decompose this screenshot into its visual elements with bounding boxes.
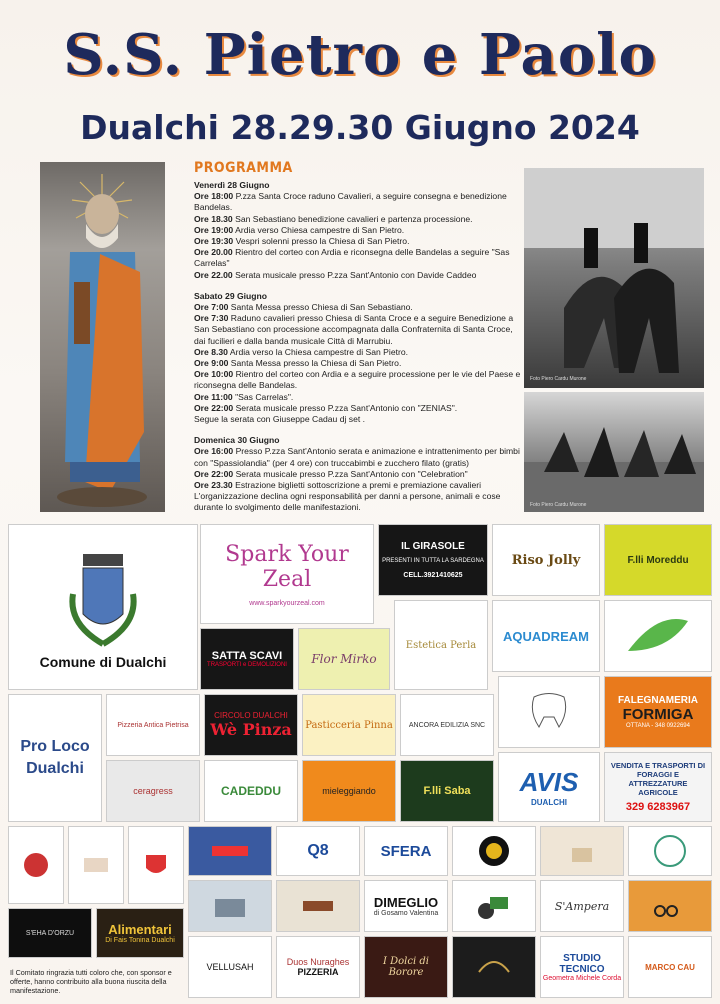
sponsor-logo	[540, 826, 624, 876]
sponsor-riso	[492, 524, 600, 596]
sponsor-marco	[628, 936, 712, 998]
sponsor-alimentari	[96, 908, 184, 958]
sponsor-text: CIRCOLO DUALCHI	[214, 711, 288, 720]
sponsor-label: F.lli Moreddu	[627, 554, 689, 566]
item-text: "Sas Carrelas".	[235, 391, 294, 402]
restaurant-icon	[298, 891, 338, 921]
sponsor-label: IL GIRASOLE	[401, 541, 465, 552]
item-time: Ore 19:30	[194, 236, 234, 247]
sponsor-label: Q8	[307, 842, 329, 859]
scissors-icon	[650, 891, 690, 921]
program-item	[194, 414, 524, 425]
face-logo-icon	[21, 850, 51, 880]
sponsor-ancora	[400, 694, 494, 756]
item-text: Raduno cavalieri presso Chiesa di Santa Croce e a seguire Benedizione a San Sebastiano con processione accompagnata dalla Confraternita di Santa Croce, dai fucilieri e dalla banda musicale Città di Marrubiu.	[194, 313, 514, 346]
item-text: P.zza Santa Croce raduno Cavalieri, a seguire consegna e benedizione Bandelas.	[194, 191, 507, 213]
sponsor-phone: CELL.3921410625	[403, 572, 463, 579]
item-time: Ore 19:00	[194, 224, 234, 235]
item-text: Presso P.zza Sant'Antonio serata e animazione e intrattenimento per bimbi con "Spassiolandia" (per 4 ore) con truccabimbi e zucchero filato (gratis)	[194, 446, 520, 468]
sponsor-logo	[452, 936, 536, 998]
item-text: Vespri solenni presso la Chiesa di San Pietro.	[235, 236, 410, 247]
item-text: Rientro del corteo con Ardia e a seguire processione per le vie del Paese e riconsegna delle Bandelas.	[194, 369, 521, 391]
program-item	[194, 403, 524, 414]
item-text: Segue la serata con Giuseppe Cadau dj set .	[194, 414, 366, 425]
sponsor-label: STUDIO TECNICO	[559, 952, 605, 975]
horse-race-photo	[524, 392, 704, 512]
item-text: L'organizzazione declina ogni responsabilità per danni a persone, animali e cose durante lo svolgimento delle manifestazioni.	[194, 491, 501, 513]
saint-statue-image	[40, 162, 165, 512]
sponsor-phone: 329 6283967	[625, 801, 691, 813]
sponsor-sfera	[364, 826, 448, 876]
sponsor-label: S'Ampera	[554, 899, 610, 913]
coat-of-arms-icon	[58, 544, 148, 654]
sponsor-text: DUALCHI	[531, 798, 567, 807]
item-text: Ardia verso la Chiesa campestre di San Pietro.	[229, 346, 409, 357]
sponsor-label: VENDITA E TRASPORTI DI FORAGGI E ATTREZZATURE AGRICOLE	[610, 761, 706, 797]
item-text: Santa Messa presso Chiesa di San Sebastiano.	[230, 302, 413, 313]
item-time: Ore 22.00	[194, 269, 233, 280]
sponsor-saba	[400, 760, 494, 822]
item-time: Ore 18:00	[194, 191, 234, 202]
day-label: Domenica 30 Giugno	[194, 435, 280, 446]
sponsor-logo	[188, 880, 272, 932]
program-item	[194, 313, 524, 347]
sponsor-vellusah	[188, 936, 272, 998]
sponsor-label: Spark Your Zeal	[225, 541, 349, 592]
sponsor-label: Alimentari	[108, 922, 172, 937]
sponsor-ehadorzu	[8, 908, 92, 958]
sponsor-label: FORMIGA	[622, 706, 694, 723]
poster-subtitle: Dualchi 28.29.30 Giugno 2024	[80, 108, 640, 147]
item-time: Ore 22:00	[194, 468, 234, 479]
sponsor-label: AVIS	[519, 767, 579, 797]
item-text: Estrazione biglietti sottoscrizione a premi e premiazione cavalieri	[235, 480, 482, 491]
item-text: Ardia verso Chiesa campestre di San Pietro.	[235, 224, 405, 235]
sponsor-comune	[8, 524, 198, 690]
sponsor-sampera	[540, 880, 624, 932]
program-item	[194, 214, 524, 225]
sponsor-logo	[276, 880, 360, 932]
program-item	[194, 446, 524, 468]
program-item	[194, 358, 524, 369]
item-time: Ore 23.30	[194, 480, 233, 491]
sponsor-text: FALEGNAMERIA	[618, 695, 698, 706]
shield-logo-icon	[141, 850, 171, 880]
round-logo-icon	[477, 834, 511, 868]
item-time: Ore 7:00	[194, 302, 229, 313]
day-label: Venerdì 28 Giugno	[194, 180, 270, 190]
program-list	[194, 180, 524, 514]
thanks-note: Il Comitato ringrazia tutti coloro che, con sponsor e offerte, hanno contribuito alla buona riuscita della manifestazione.	[10, 968, 172, 995]
sponsor-wepinza	[204, 694, 298, 756]
sponsor-label: Flor Mirko	[311, 652, 377, 666]
sponsor-logo	[452, 880, 536, 932]
item-time: Ore 9:00	[194, 358, 229, 369]
sponsor-formiga	[604, 676, 712, 748]
sponsor-logo	[628, 826, 712, 876]
sponsor-girasole	[378, 524, 488, 596]
photo-caption: Foto Piero Cardu Murone	[530, 502, 587, 508]
program-item	[194, 247, 524, 269]
sponsor-label: SATTA SCAVI	[211, 650, 283, 662]
tooth-icon	[524, 692, 574, 732]
sponsor-label: Pro Loco Dualchi	[20, 738, 90, 777]
item-time: Ore 20.00	[194, 247, 233, 258]
program-item	[194, 191, 524, 213]
sponsor-duonuraghes	[276, 936, 360, 998]
sponsor-label: MARCO CAU	[645, 962, 695, 972]
program-item	[194, 392, 524, 403]
sponsor-autotrasporti	[604, 752, 712, 822]
sponsor-cadeddu	[204, 760, 298, 822]
item-time: Ore 11:00	[194, 391, 233, 402]
sponsor-grid	[8, 524, 712, 1000]
day-label: Sabato 29 Giugno	[194, 290, 268, 301]
sponsor-label: Wè Pinza	[210, 720, 292, 739]
sponsor-logo	[604, 600, 712, 672]
sponsor-text: Geometra Michele Corda	[542, 974, 622, 982]
sponsor-label: Duos Nuraghes	[286, 957, 350, 967]
poster-title: S.S. Pietro e Paolo	[63, 22, 657, 88]
building-icon	[210, 891, 250, 921]
script-logo-icon	[474, 952, 514, 982]
brand-logo-icon	[210, 841, 250, 861]
program-item	[194, 480, 524, 491]
crown-icon	[653, 834, 687, 868]
sponsor-logo	[452, 826, 536, 876]
sponsor-label: Pasticceria Pinna	[305, 719, 393, 731]
tractor-icon	[474, 891, 514, 921]
sponsor-label: ceragress	[133, 786, 173, 796]
item-time: Ore 18.30	[194, 213, 233, 224]
item-text: Santa Messa presso la Chiesa di San Pietro.	[230, 358, 402, 369]
sponsor-dolci	[364, 936, 448, 998]
sponsor-logo	[68, 826, 124, 904]
program-item	[194, 270, 524, 281]
sponsor-text: Di Fais Tonina Dualchi	[105, 937, 175, 944]
sponsor-label: CADEDDU	[221, 784, 281, 798]
item-text: Serata musicale presso P.zza Sant'Antonio con Davide Caddeo	[235, 269, 477, 280]
cake-icon	[565, 834, 599, 868]
sponsor-url: www.sparkyourzeal.com	[249, 599, 325, 607]
sponsor-text: PIZZERIA	[297, 967, 339, 977]
script-logo-icon	[81, 850, 111, 880]
sponsor-label: VELLUSAH	[206, 962, 254, 972]
horse-riders-photo	[524, 168, 704, 388]
sponsor-spark	[200, 524, 374, 624]
sponsor-estetica	[394, 600, 488, 690]
sponsor-label: F.lli Saba	[423, 785, 471, 797]
program-item	[194, 469, 524, 480]
sponsor-label: Estetica Perla	[405, 639, 477, 651]
sponsor-aquadream	[492, 600, 600, 672]
program-item	[194, 225, 524, 236]
sponsor-label: I Dolci di Borore	[383, 956, 429, 978]
sponsor-dimeglio	[364, 880, 448, 932]
sponsor-proloco	[8, 694, 102, 822]
item-time: Ore 16:00	[194, 446, 234, 457]
sponsor-text: TRASPORTI e DEMOLIZIONI	[207, 662, 287, 668]
sponsor-label: mieleggiando	[322, 786, 376, 796]
item-text: San Sebastiano benedizione cavalieri e partenza processione.	[235, 213, 473, 224]
sponsor-q8	[276, 826, 360, 876]
sponsor-pizzeria	[106, 694, 200, 756]
sponsor-label: S'EHA D'ORZU	[25, 929, 75, 937]
sponsor-label: DIMEGLIO	[373, 895, 439, 910]
sponsor-moreddu	[604, 524, 712, 596]
item-text: Serata musicale presso P.zza Sant'Antonio con "ZENIAS".	[235, 402, 458, 413]
sponsor-flormirko	[298, 628, 390, 690]
program-heading: PROGRAMMA	[194, 160, 293, 176]
sponsor-logo	[128, 826, 184, 904]
sponsor-logo	[628, 880, 712, 932]
sponsor-label: Pizzeria Antica Pietrisa	[117, 721, 189, 729]
sponsor-text: PRESENTI IN TUTTA LA SARDEGNA	[382, 558, 484, 564]
sponsor-pasticceria	[302, 694, 396, 756]
sponsor-logo	[188, 826, 272, 876]
item-text: Rientro del corteo con Ardia e riconsegna delle Bandelas a seguire "Sas Carrelas"	[194, 247, 510, 269]
sponsor-studio	[540, 936, 624, 998]
item-time: Ore 22:00	[194, 402, 234, 413]
program-item	[194, 369, 524, 391]
sponsor-avis	[498, 752, 600, 822]
item-time: Ore 8.30	[194, 346, 228, 357]
sponsor-label: Comune di Dualchi	[39, 654, 167, 670]
program-item	[194, 347, 524, 358]
sponsor-satta	[200, 628, 294, 690]
sponsor-label: AQUADREAM	[503, 628, 589, 644]
program-item	[194, 236, 524, 247]
sponsor-label: SFERA	[380, 842, 432, 860]
sponsor-text: di Gosamo Valentina	[373, 910, 439, 917]
sponsor-label: ANCORA EDILIZIA SNC	[408, 721, 486, 729]
sponsor-ceragress	[106, 760, 200, 822]
sponsor-mieleggiando	[302, 760, 396, 822]
item-time: Ore 7:30	[194, 313, 229, 324]
program-item	[194, 491, 524, 513]
photo-caption: Foto Piero Cardu Murone	[530, 376, 587, 382]
sponsor-logo	[498, 676, 600, 748]
item-time: Ore 10:00	[194, 369, 234, 380]
sponsor-phone: OTTANA - 348 0922694	[626, 723, 690, 729]
leaf-logo-icon	[618, 611, 698, 661]
item-text: Serata musicale presso P.zza Sant'Antonio con "Celebration"	[235, 468, 468, 479]
sponsor-logo	[8, 826, 64, 904]
program-item	[194, 302, 524, 313]
sponsor-label: Riso Jolly	[511, 552, 581, 568]
